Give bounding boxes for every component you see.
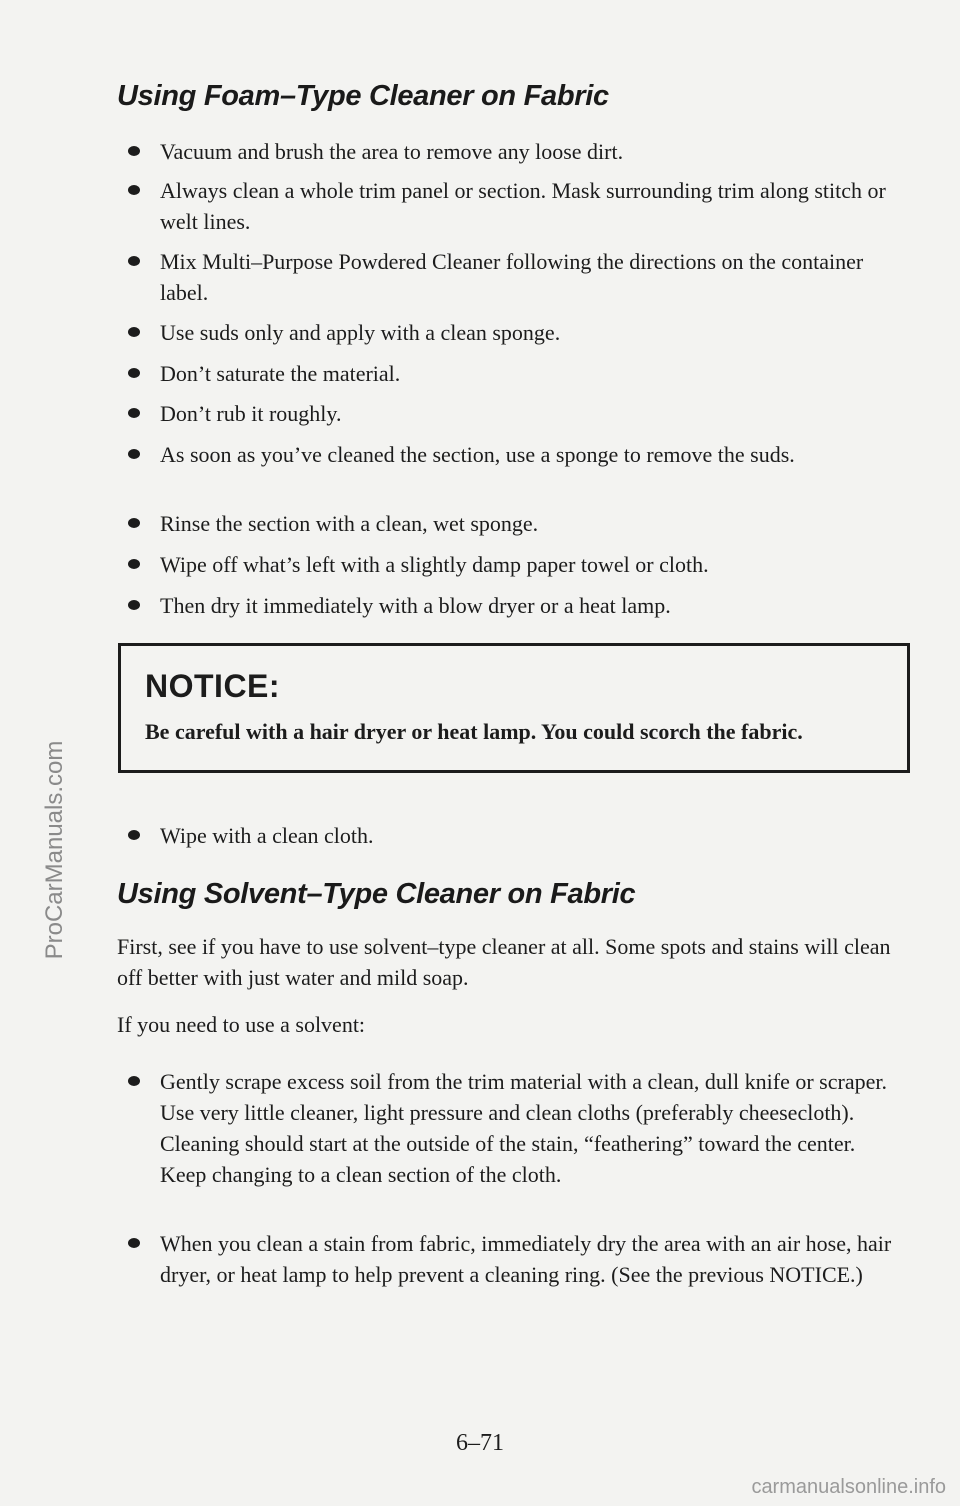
bullet-icon [128,1238,140,1248]
bullet-icon [128,1076,140,1086]
list-item: Wipe off what’s left with a slightly damp paper towel or cloth. [160,549,900,580]
bullet-icon [128,600,140,610]
list-item: Always clean a whole trim panel or section. Mask surrounding trim along stitch or welt lines. [160,175,900,237]
side-watermark: ProCarManuals.com [41,740,68,960]
section-heading-solvent: Using Solvent–Type Cleaner on Fabric [117,878,636,910]
section-heading-foam: Using Foam–Type Cleaner on Fabric [117,80,609,112]
bullet-icon [128,327,140,337]
list-item: Wipe with a clean cloth. [160,820,900,851]
intro-paragraph: First, see if you have to use solvent–type cleaner at all. Some spots and stains will clean off better with just water and mild soap. [117,934,891,990]
page-number: 6–71 [456,1430,504,1456]
bullet-icon [128,146,140,156]
bullet-icon [128,368,140,378]
bullet-icon [128,449,140,459]
bottom-watermark: carmanualsonline.info [751,1476,946,1498]
list-item: As soon as you’ve cleaned the section, use a sponge to remove the suds. [160,439,900,470]
lead-paragraph: If you need to use a solvent: [117,1012,366,1037]
notice-box [118,643,910,773]
bullet-icon [128,408,140,418]
bullet-icon [128,559,140,569]
list-item: Don’t rub it roughly. [160,398,900,429]
bullet-icon [128,256,140,266]
list-item: Vacuum and brush the area to remove any loose dirt. [160,136,900,167]
bullet-icon [128,518,140,528]
list-item: Then dry it immediately with a blow dryer or a heat lamp. [160,590,900,621]
list-item: Rinse the section with a clean, wet sponge. [160,508,900,539]
bullet-icon [128,185,140,195]
bullet-icon [128,830,140,840]
list-item: When you clean a stain from fabric, immediately dry the area with an air hose, hair dryer, or heat lamp to help prevent a cleaning ring. (See the previous NOTICE.) [160,1228,900,1290]
notice-title: NOTICE: [145,668,281,704]
list-item: Don’t saturate the material. [160,358,900,389]
list-item: Gently scrape excess soil from the trim material with a clean, dull knife or scraper. Use very little cleaner, light pressure and clean cloths (preferably cheesecloth). Cleaning should start at the outside of the stain, “feathering” toward the center. Keep changing to a clean section of the cloth. [160,1066,900,1190]
notice-text: Be careful with a hair dryer or heat lamp. You could scorch the fabric. [145,719,803,744]
list-item: Mix Multi–Purpose Powdered Cleaner following the directions on the container label. [160,246,900,308]
list-item: Use suds only and apply with a clean sponge. [160,317,900,348]
